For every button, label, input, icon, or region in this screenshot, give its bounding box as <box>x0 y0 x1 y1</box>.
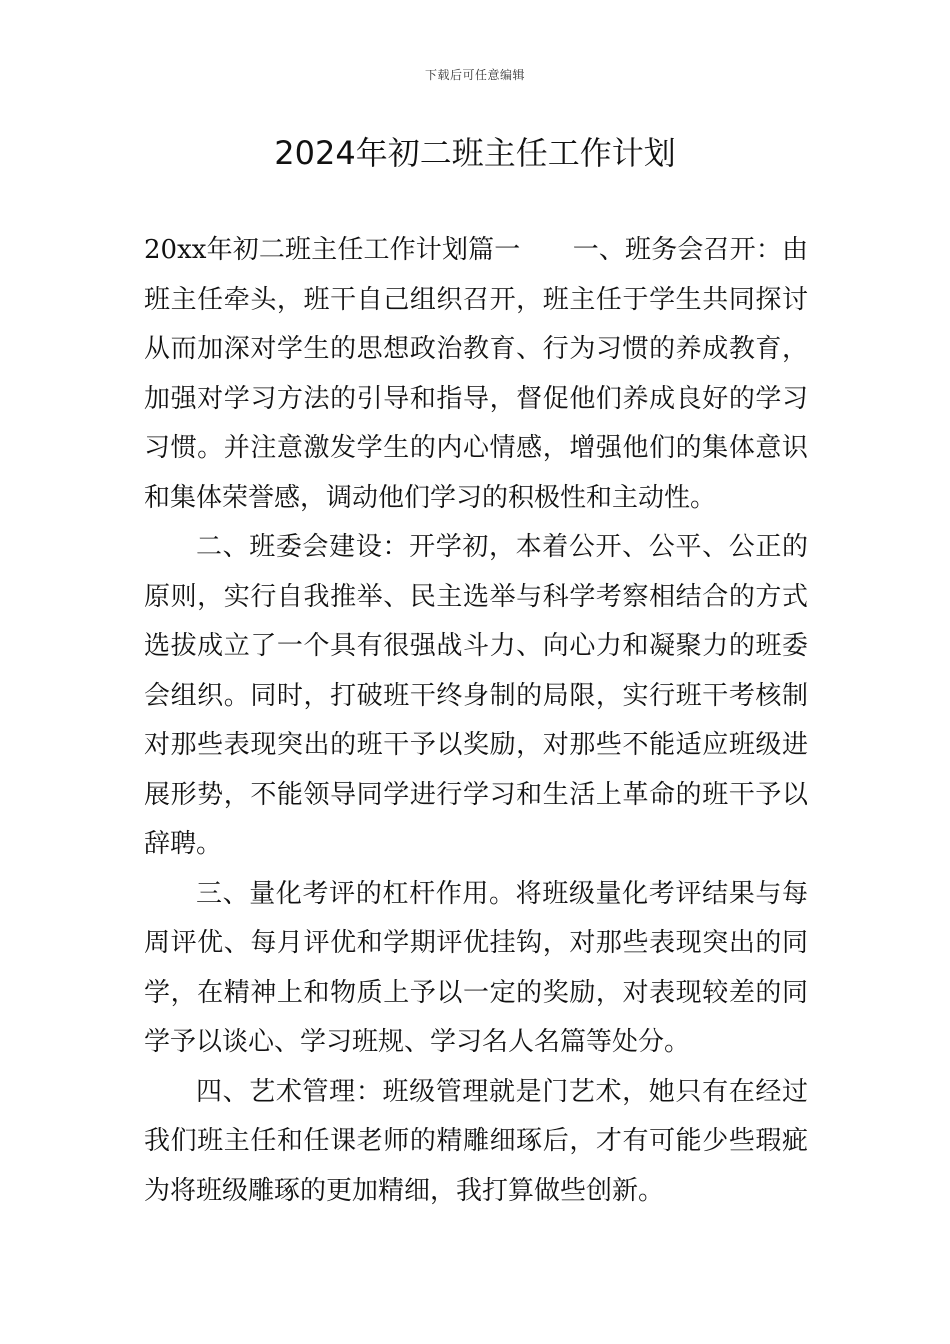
header-note: 下载后可任意编辑 <box>424 68 525 82</box>
paragraph-2: 二、班委会建设：开学初，本着公开、公平、公正的原则，实行自我推举、民主选举与科学考察相结合的方式选拔成立了一个具有很强战斗力、向心力和凝聚力的班委会组织。同时，打破班干终身制的局限，实行班干考核制对那些表现突出的班干予以奖励，对那些不能适应班级进展形势，不能领导同学进行学习和生活上革命的班干予以辞聘。 <box>144 532 808 859</box>
document-body <box>144 226 808 1216</box>
paragraph-1: 20xx年初二班主任工作计划篇一 一、班务会召开：由班主任牵头，班干自己组织召开，班主任于学生共同探讨从而加深对学生的思想政治教育、行为习惯的养成教育，加强对学习方法的引导和指导，督促他们养成良好的学习习惯。并注意激发学生的内心情感，增强他们的集体意识和集体荣誉感，调动他们学习的积极性和主动性。 <box>144 235 808 513</box>
paragraph-3: 三、量化考评的杠杆作用。将班级量化考评结果与每周评优、每月评优和学期评优挂钩，对那些表现突出的同学，在精神上和物质上予以一定的奖励，对表现较差的同学予以谈心、学习班规、学习名人名篇等处分。 <box>144 878 808 1057</box>
paragraph-4: 四、艺术管理：班级管理就是门艺术，她只有在经过我们班主任和任课老师的精雕细琢后，才有可能少些瑕疵为将班级雕琢的更加精细，我打算做些创新。 <box>144 1076 808 1206</box>
page-title: 2024年初二班主任工作计划 <box>274 134 676 172</box>
